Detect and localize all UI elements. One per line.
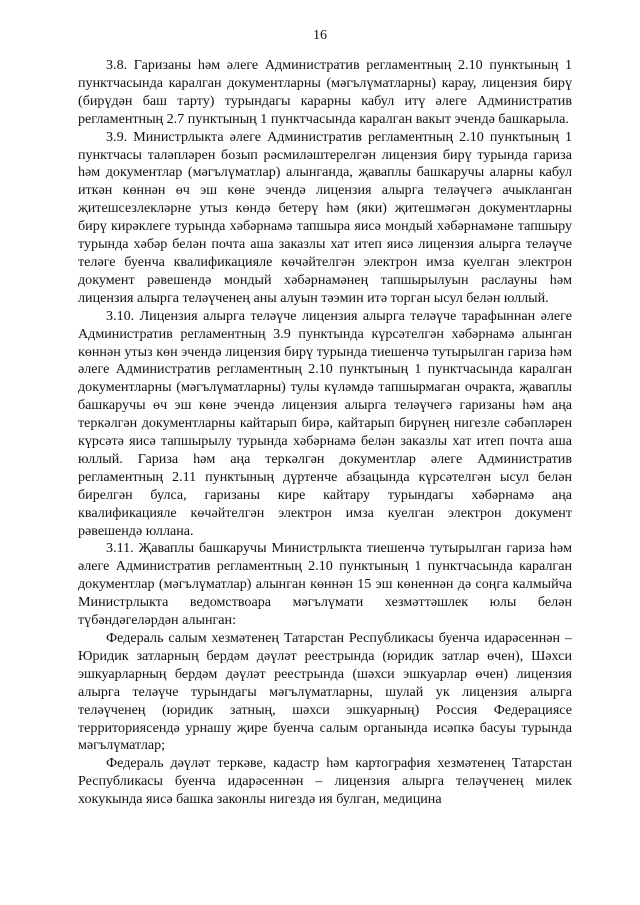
document-body bbox=[78, 57, 572, 809]
paragraph-tax-service: Федераль салым хезмәтенең Татарстан Республикасы буенча идарәсеннән – Юридик затларның бердәм дәүләт реестрында (юридик затлар өчен), Шәхси эшкуарларның бердәм дәүләт реестрында (шәхси эшкуарлар өчен) лицензия алырга теләүче турындагы мәгълүматларны, шулай ук лицензия алырга теләүченең (юридик затның, шәхси эшкуарның) Россия Федерациясе территориясендә урнашу җире буенча салым органында исәпкә басуы турында мәгълүматлар; bbox=[78, 630, 572, 754]
paragraph-3-10: 3.10. Лицензия алырга теләүче лицензия алырга теләүче тарафыннан әлеге Административ регламентның 3.9 пунктында күрсәтелгән хәбәрнамә алынган көннән утыз көн эчендә лицензия бирү турында тиешенчә тутырылган гариза һәм әлеге Административ регламентның 2.10 пунктының 1 пунктчасында каралган документларны (мәгълүматларны) тулы күләмдә тапшырмаган очракта, җаваплы башкаручы өч эш көне эчендә лицензия алырга теләүчегә гаризаны һәм аңа теркәлгән документларны кайтарып бирә, кайтарып бирүнең нигезле сәбәпләрен күрсәтә яисә тапшырылу турында хәбәрнамә белән заказлы хат итеп почта аша юллый. Гариза һәм аңа теркәлгән документлар әлеге Административ регламентның 2.11 пунктының дүртенче абзацында күрсәтелгән ысул белән бирелгән булса, гаризаны кире кайтару турындагы хәбәрнамә аңа квалификацияле көчәйтелгән электрон имза куелган электрон документ рәвешендә юллана. bbox=[78, 307, 572, 539]
paragraph-3-8: 3.8. Гаризаны һәм әлеге Административ регламентның 2.10 пунктының 1 пунктчасында каралган документларны (мәгълүматларны) карау, лицензия бирү (бирүдән баш тарту) турындагы карарны кабул итү әлеге Административ регламентның 2.7 пунктының 1 пунктчасында каралган вакыт эчендә башкарыла. bbox=[78, 57, 572, 127]
page-number: 16 bbox=[313, 28, 327, 43]
paragraph-registration-service: Федераль дәүләт теркәве, кадастр һәм картография хезмәтенең Татарстан Республикасы буенча идарәсеннән – лицензия алырга теләүченең милек хокукында яисә башка законлы нигездә ия булган, медицина bbox=[78, 755, 572, 808]
paragraph-3-11: 3.11. Җаваплы башкаручы Министрлыкта тиешенчә тутырылган гариза һәм әлеге Административ регламентның 2.10 пунктының 1 пунктчасында каралган документлар (мәгълүматлар) алынган көннән 15 эш көненнән дә соңга калмыйча Министрлыкта ведомствоара мәгълүмати хезмәттәшлек юлы белән түбәндәгеләрдән алынган: bbox=[78, 540, 572, 629]
paragraph-3-9: 3.9. Министрлыкта әлеге Административ регламентның 2.10 пунктының 1 пунктчасы таләпләрен бозып рәсмиләштерелгән лицензия бирү турында гариза һәм документлар (мәгълүматлар) алынганда, җаваплы башкаручы аларны кабул иткән көннән өч эш көне эчендә лицензия алырга теләүчегә ачыкланган җитешсезлекләрне утыз көндә бетерү һәм (яки) җитешмәгән документларны бирү кирәклеге турында хәбәрнамә тапшыра яисә мондый хәбәрнамәне тапшыру турында хәбәр белән почта аша заказлы хат итеп яисә лицензия алырга теләүче теләге буенча квалификацияле көчәйтелгән электрон имза куелган электрон документ рәвешендә мондый хәбәрнамәнең тапшырылуын раслауны һәм лицензия алырга теләүченең аны алуын тәэмин итә торган ысул белән юллый. bbox=[78, 128, 572, 306]
